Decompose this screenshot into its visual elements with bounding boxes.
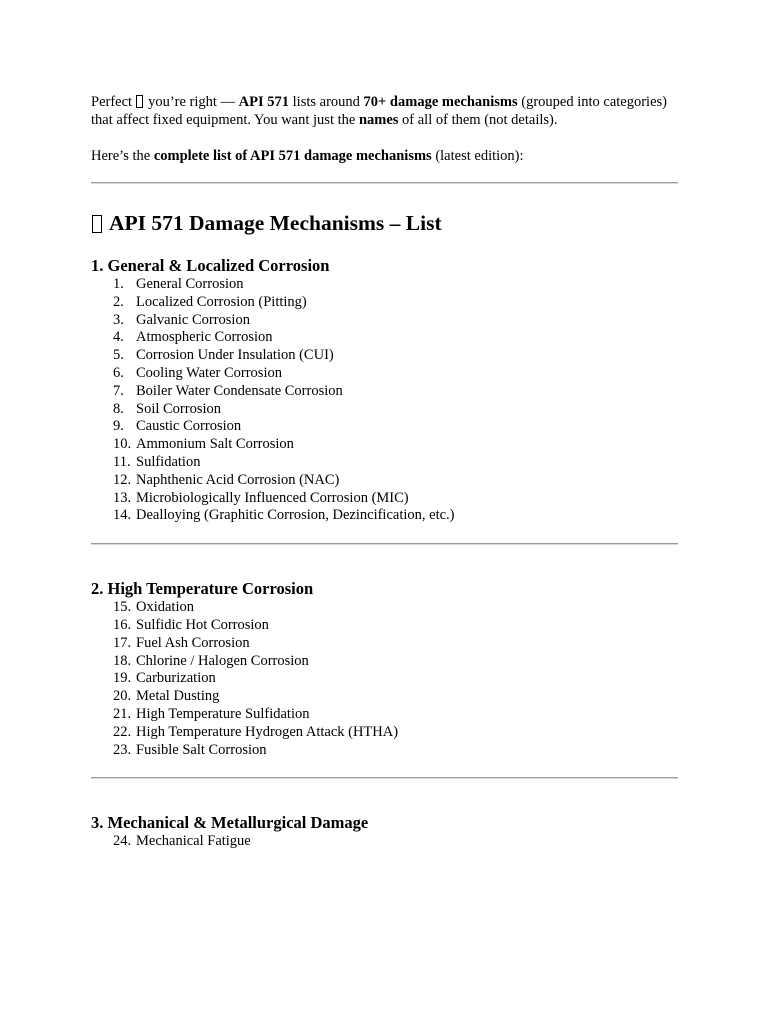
page-title [91, 210, 679, 236]
list-item-name: Soil Corrosion [136, 400, 221, 417]
list-item [91, 706, 679, 724]
list-item-number: 13. [113, 489, 132, 506]
list-item-number: 19. [113, 670, 132, 687]
list-item [91, 276, 679, 294]
list-item [91, 507, 679, 525]
list-item-name: Carburization [136, 670, 216, 687]
lead-text-1: Here’s the [91, 148, 154, 164]
section-heading: 2. High Temperature Corrosion [91, 579, 314, 599]
list-item [91, 742, 679, 760]
list-item-number: 3. [113, 311, 124, 328]
list-item [91, 418, 679, 436]
list-item-name: Corrosion Under Insulation (CUI) [136, 347, 334, 364]
missing-glyph-icon [136, 95, 143, 108]
list-item-name: Oxidation [136, 599, 194, 616]
list-item-number: 21. [113, 705, 132, 722]
list-item-name: General Corrosion [136, 276, 244, 292]
list-item [91, 670, 679, 688]
mechanism-list [91, 833, 679, 851]
list-item-number: 16. [113, 616, 132, 633]
list-item [91, 490, 679, 508]
list-item-name: Ammonium Salt Corrosion [136, 436, 294, 453]
list-item-number: 18. [113, 652, 132, 669]
list-item-name: Metal Dusting [136, 688, 220, 705]
divider [91, 777, 678, 779]
intro-text-4: of all of them (not details). [398, 112, 558, 128]
list-item-number: 4. [113, 329, 124, 346]
lead-text-2: (latest edition): [431, 148, 524, 164]
list-item-number: 8. [113, 400, 124, 417]
list-item [91, 653, 679, 671]
list-item [91, 635, 679, 653]
mechanism-list [91, 599, 679, 759]
list-item [91, 688, 679, 706]
list-item [91, 617, 679, 635]
list-item-number: 22. [113, 723, 132, 740]
list-item-name: Dealloying (Graphitic Corrosion, Dezincification, etc.) [136, 507, 455, 524]
list-item-number: 12. [113, 471, 132, 488]
intro-perfect-text: Perfect [91, 94, 133, 110]
list-item-name: Localized Corrosion (Pitting) [136, 293, 307, 310]
section-heading: 1. General & Localized Corrosion [91, 256, 330, 275]
document-page [91, 93, 679, 851]
list-item-number: 17. [113, 634, 132, 651]
list-item-name: Fuel Ash Corrosion [136, 634, 250, 651]
list-item [91, 383, 679, 401]
intro-bold-api: API 571 [238, 94, 290, 110]
mechanism-list [91, 276, 679, 525]
list-item-name: Boiler Water Condensate Corrosion [136, 382, 343, 399]
intro-text-1: you’re right — [148, 94, 239, 110]
page-title-text: API 571 Damage Mechanisms – List [109, 211, 442, 235]
divider [91, 182, 678, 184]
intro-paragraph [91, 93, 679, 129]
list-item-name: Microbiologically Influenced Corrosion (MIC) [136, 489, 409, 506]
list-item [91, 294, 679, 312]
list-item [91, 472, 679, 490]
list-item-name: Mechanical Fatigue [136, 833, 251, 850]
list-item-number: 24. [113, 833, 132, 850]
list-item-number: 14. [113, 507, 132, 524]
list-item-name: Chlorine / Halogen Corrosion [136, 652, 309, 669]
list-item [91, 401, 679, 419]
list-item-name: High Temperature Hydrogen Attack (HTHA) [136, 723, 399, 740]
divider [91, 543, 678, 545]
list-item-name: Fusible Salt Corrosion [136, 741, 267, 758]
list-item-number: 10. [113, 436, 132, 453]
list-item [91, 312, 679, 330]
list-item [91, 833, 679, 851]
list-item [91, 599, 679, 617]
list-item-name: Sulfidic Hot Corrosion [136, 616, 269, 633]
list-item-name: Galvanic Corrosion [136, 311, 250, 328]
list-item-name: Cooling Water Corrosion [136, 364, 282, 381]
list-item-number: 5. [113, 347, 124, 364]
intro-text-3: (grouped into categories) that affect fixed equipment. You want just the [91, 94, 667, 128]
lead-bold: complete list of API 571 damage mechanisms [153, 148, 432, 164]
list-item-name: Atmospheric Corrosion [136, 329, 273, 346]
list-item-name: Naphthenic Acid Corrosion (NAC) [136, 471, 340, 488]
list-item-number: 2. [113, 293, 124, 310]
intro-lead-paragraph [91, 147, 679, 165]
list-item [91, 724, 679, 742]
list-item [91, 329, 679, 347]
list-item-number: 11. [113, 453, 131, 470]
intro-text-2: lists around [289, 94, 364, 110]
list-item-number: 1. [113, 276, 124, 292]
intro-bold-count: 70+ damage mechanisms [363, 94, 518, 110]
list-item-number: 7. [113, 382, 124, 399]
section-heading: 3. Mechanical & Metallurgical Damage [91, 813, 369, 833]
list-item [91, 347, 679, 365]
list-item-name: High Temperature Sulfidation [136, 705, 310, 722]
list-item-number: 15. [113, 599, 132, 616]
list-item-number: 6. [113, 364, 124, 381]
list-item-number: 9. [113, 418, 124, 435]
list-item [91, 365, 679, 383]
list-item-number: 20. [113, 688, 132, 705]
list-item [91, 436, 679, 454]
intro-bold-names: names [358, 112, 399, 128]
list-item-name: Sulfidation [136, 453, 201, 470]
list-item-name: Caustic Corrosion [136, 418, 242, 435]
missing-glyph-icon [92, 215, 102, 233]
list-item [91, 454, 679, 472]
list-item-number: 23. [113, 741, 132, 758]
